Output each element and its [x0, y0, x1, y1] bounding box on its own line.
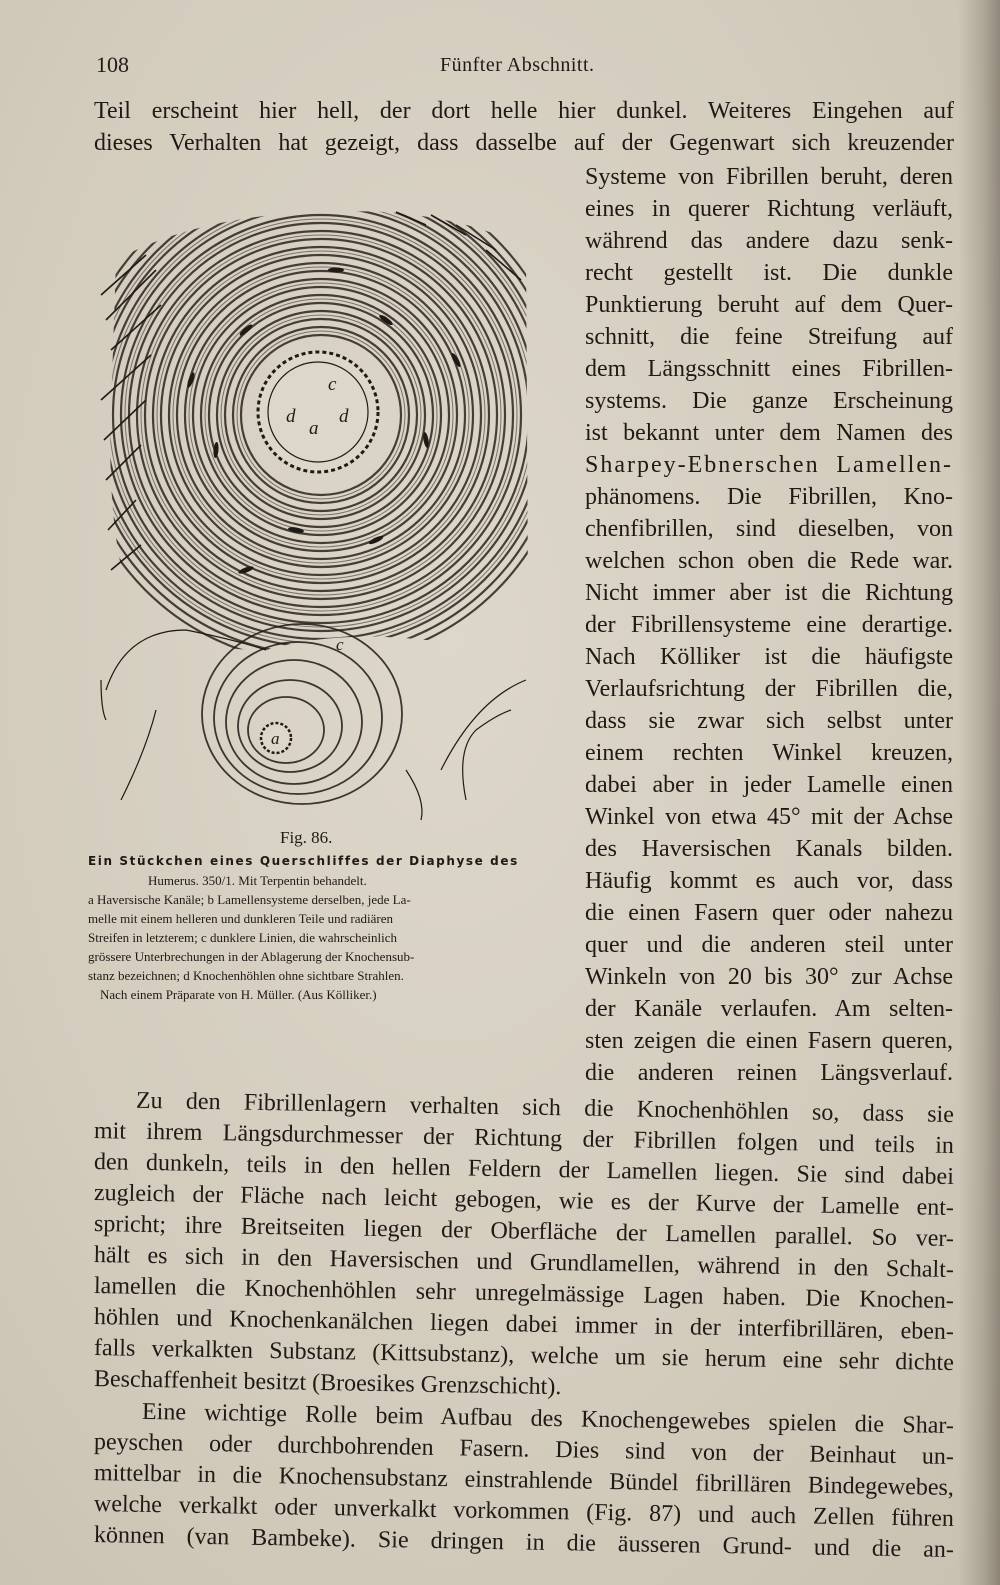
text-line: einem rechten Winkel kreuzen, [585, 740, 953, 766]
text-line: den dunkeln, teils in den hellen Feldern der Lamellen liegen. Sie sind dabei [93, 1149, 955, 1191]
figure-bone-cross-section [96, 210, 534, 825]
text-line: eines in querer Richtung verläuft, [585, 196, 953, 222]
page-number: 108 [96, 52, 129, 77]
caption-line: Humerus. 350/1. Mit Terpentin behandelt. [148, 873, 367, 888]
haversian-canal-large [258, 352, 378, 472]
text-line: können (van Bambeke). Sie dringen in die äusseren Grund- und die an- [93, 1522, 955, 1564]
text-line: die anderen reinen Längsverlauf. [585, 1060, 953, 1086]
caption-line: a Haversische Kanäle; b Lamellensysteme derselben, jede La- [88, 892, 411, 907]
haversian-system-small [101, 624, 526, 820]
text-line: der Fibrillensysteme eine derartige. [585, 612, 953, 638]
caption-line: Ein Stückchen eines Querschliffes der Diaphyse des [88, 854, 519, 868]
label-letter-a-large: a [309, 418, 319, 439]
text-line: dem Längsschnitt eines Fibrillen- [585, 356, 953, 382]
figure-number: Fig. 86. [280, 828, 333, 847]
text-line: welchen schon oben die Rede war. [585, 548, 953, 574]
text-line: zugleich der Fläche nach leicht gebogen, wie es der Kurve der Lamelle ent- [93, 1180, 955, 1222]
label-letter-d-right: d [339, 406, 349, 427]
text-line: ist bekannt unter dem Namen des [585, 420, 953, 446]
interstitial-lines [101, 630, 526, 820]
text-line: Verlaufsrichtung der Fibrillen die, [585, 676, 953, 702]
text-line: quer und die anderen steil unter [585, 932, 953, 958]
text-line: falls verkalkten Substanz (Kittsubstanz), welche um sie herum eine sehr dichte [93, 1335, 955, 1377]
text-line: peyschen oder durchbohrenden Fasern. Dies sind von der Beinhaut un- [93, 1429, 955, 1471]
text-line: schnitt, die feine Streifung auf [585, 324, 953, 350]
text-line: Beschaffenheit besitzt (Broesikes Grenzschicht). [93, 1366, 562, 1401]
running-head: Fünfter Abschnitt. [440, 54, 595, 76]
text-line: Zu den Fibrillenlagern verhalten sich die Knochenhöhlen so, dass sie [135, 1087, 955, 1129]
text-line: sten zeigen die einen Fasern queren, [585, 1028, 953, 1054]
text-line: Teil erscheint hier hell, der dort helle hier dunkel. Weiteres Eingehen auf [94, 98, 954, 124]
text-line: recht gestellt ist. Die dunkle [585, 260, 953, 286]
label-letter-c-upper: c [328, 374, 337, 395]
label-letter-a-small: a [271, 729, 280, 748]
text-line: dass sie zwar sich selbst unter [585, 708, 953, 734]
label-letter-c-lower: c [336, 635, 344, 654]
text-line: lamellen die Knochenhöhlen sehr unregelmässige Lagen haben. Die Knochen- [93, 1273, 955, 1315]
text-line: hält es sich in den Haversischen und Grundlamellen, während in den Schalt- [93, 1242, 955, 1284]
text-line: Punktierung beruht auf dem Quer- [585, 292, 953, 318]
text-line: Nicht immer aber ist die Richtung [585, 580, 953, 606]
text-line: Sharpey-Ebnerschen Lamellen- [585, 452, 953, 478]
text-line: des Haversischen Kanals bilden. [585, 836, 953, 862]
page-edge-shadow [958, 0, 1000, 1585]
caption-line: melle mit einem helleren und dunkleren Teile und radiären [88, 911, 393, 926]
page-header [96, 52, 956, 82]
label-letter-d-left: d [286, 406, 296, 427]
figure-caption [88, 852, 553, 1004]
text-line: Nach Kölliker ist die häufigste [585, 644, 953, 670]
text-line: welche verkalkt oder unverkalkt vorkommen (Fig. 87) und auch Zellen führen [93, 1491, 955, 1533]
text-line: Eine wichtige Rolle beim Aufbau des Knochengewebes spielen die Shar- [141, 1398, 955, 1440]
caption-line: Streifen in letzterem; c dunklere Linien, die wahrscheinlich [88, 930, 397, 945]
text-line: chenfibrillen, sind dieselben, von [585, 516, 953, 542]
text-line: mit ihrem Längsdurchmesser der Richtung der Fibrillen folgen und teils in [93, 1118, 955, 1160]
caption-line: stanz bezeichnen; d Knochenhöhlen ohne sichtbare Strahlen. [88, 968, 404, 983]
text-line: der Kanäle verlaufen. Am selten- [585, 996, 953, 1022]
text-line: während das andere dazu senk- [585, 228, 953, 254]
text-line: mittelbar in die Knochensubstanz einstrahlende Bündel fibrillären Bindegewebes, [93, 1460, 955, 1502]
caption-line: Nach einem Präparate von H. Müller. (Aus Kölliker.) [100, 987, 377, 1002]
text-line: Winkeln von 20 bis 30° zur Achse [585, 964, 953, 990]
text-line: Systeme von Fibrillen beruht, deren [585, 164, 953, 190]
text-line: dieses Verhalten hat gezeigt, dass dasselbe auf der Gegenwart sich kreuzender [94, 130, 954, 156]
text-line: höhlen und Knochenkanälchen liegen dabei immer in der interfibrillären, eben- [93, 1304, 955, 1346]
text-line: phänomens. Die Fibrillen, Kno- [585, 484, 953, 510]
text-line: spricht; ihre Breitseiten liegen der Oberfläche der Lamellen parallel. So ver- [93, 1211, 955, 1253]
text-line: Häufig kommt es auch vor, dass [585, 868, 953, 894]
text-line: die einen Fasern quer oder nahezu [585, 900, 953, 926]
text-line: systems. Die ganze Erscheinung [585, 388, 953, 414]
caption-line: grössere Unterbrechungen in der Ablagerung der Knochensub- [88, 949, 415, 964]
text-line: Winkel von etwa 45° mit der Achse [585, 804, 953, 830]
text-line: dabei aber in jeder Lamelle einen [585, 772, 953, 798]
bone-cross-section-illustration [96, 210, 534, 825]
